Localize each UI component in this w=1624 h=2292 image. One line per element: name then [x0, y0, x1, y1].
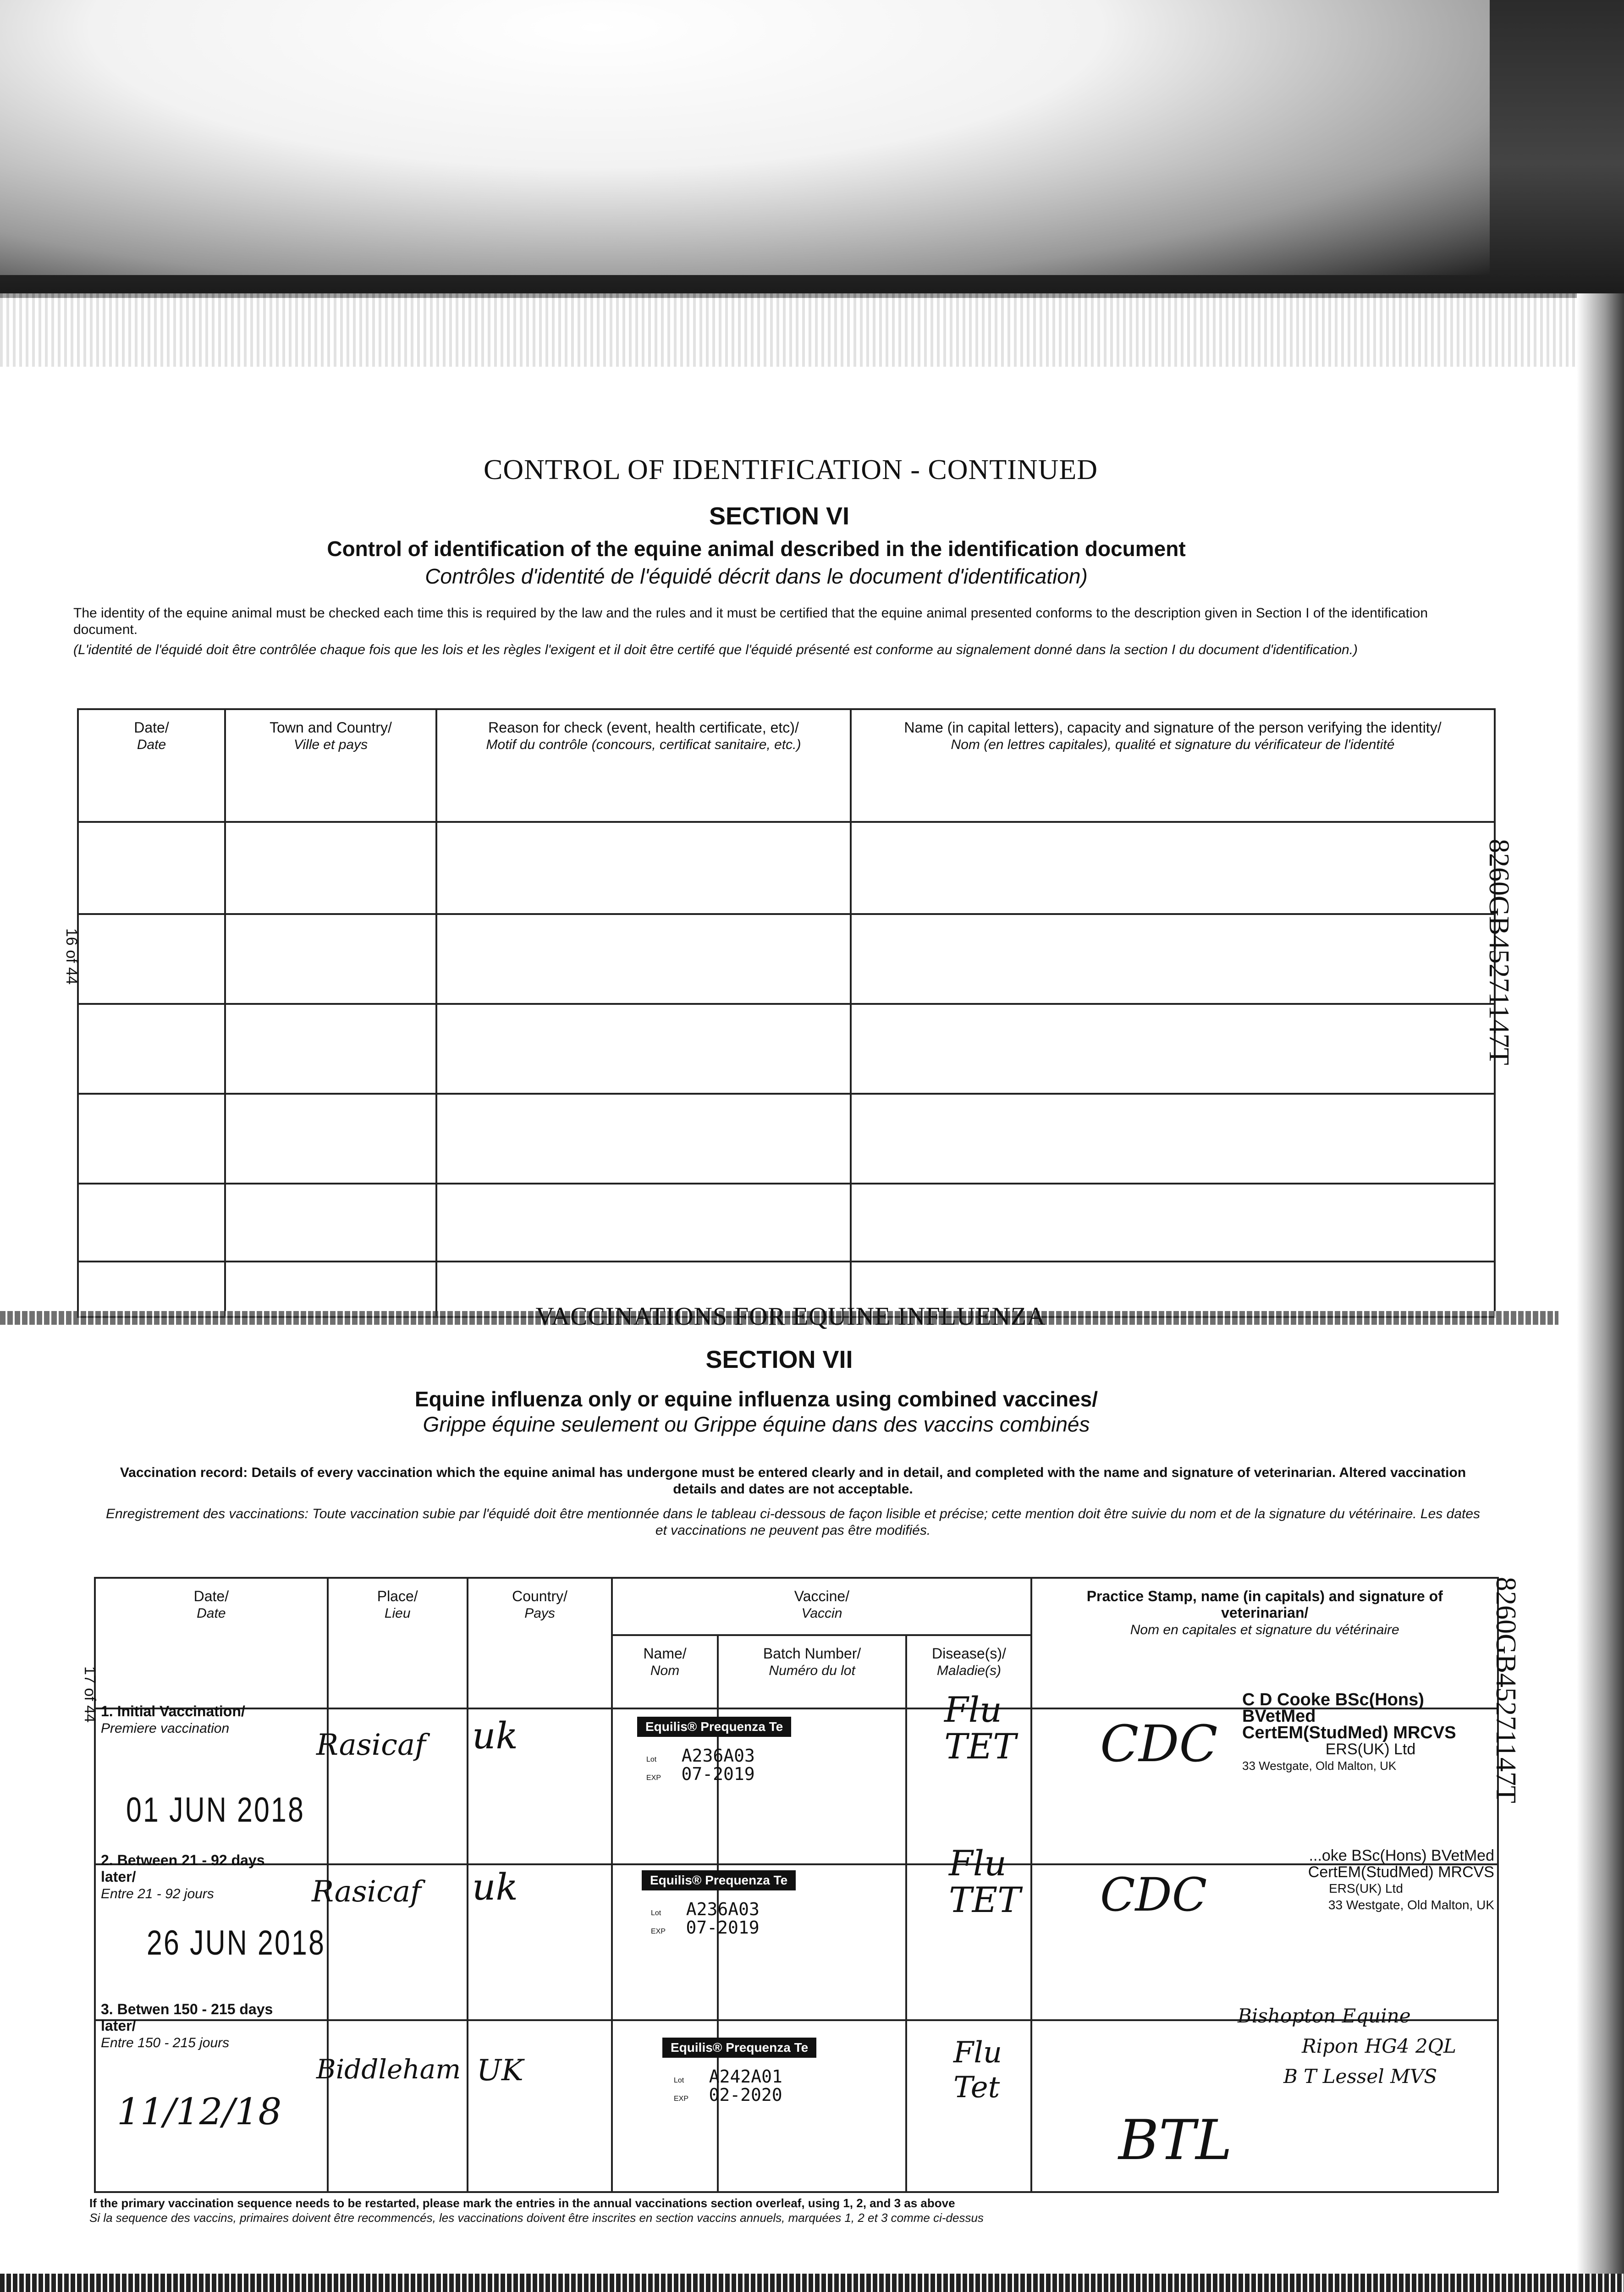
section-7-banner: VACCINATIONS FOR EQUINE INFLUENZA	[535, 1302, 1046, 1331]
identity-check-table	[77, 708, 1496, 1318]
row1-place: Rasicaf	[316, 1728, 426, 1762]
section-7-note-fr: Enregistrement des vaccinations: Toute vaccination subie par l'équidé doit être mentionnée dans le tableau ci-dessous de façon lisible et précise; cette mention doit être suivie du nom et de la signature du vétérinaire. Les dates et vaccinations ne peuvent pas être modifiés.	[105, 1506, 1481, 1538]
row1-label: 1. Initial Vaccination/ Premiere vaccination	[101, 1703, 245, 1736]
row3-place: Biddleham	[316, 2054, 461, 2085]
row2-diseases: Flu TET	[949, 1843, 1021, 1920]
row3-signature: BTL	[1118, 2109, 1232, 2172]
page-number-17: 17 of 44	[81, 1666, 99, 1723]
scan-previous-page	[0, 0, 1490, 275]
row2-vaccine-name: Equilis® Prequenza Te	[642, 1870, 796, 1890]
empty-cell[interactable]	[436, 1184, 851, 1262]
row1-date: 01 JUN 2018	[126, 1791, 305, 1829]
col-date: Date/ Date	[95, 1578, 328, 1708]
row3-country-cell[interactable]	[468, 2020, 612, 2192]
row3-country: UK	[477, 2054, 523, 2088]
empty-cell[interactable]	[78, 1094, 225, 1184]
empty-cell[interactable]	[78, 1184, 225, 1262]
col-date: Date/ Date	[78, 709, 225, 822]
passport-id-upper: 8260GB45271147T	[1483, 839, 1514, 1065]
section-6-banner: CONTROL OF IDENTIFICATION - CONTINUED	[483, 454, 1098, 485]
empty-cell[interactable]	[78, 1004, 225, 1094]
empty-cell[interactable]	[851, 1004, 1495, 1094]
row2-country: uk	[472, 1866, 518, 1908]
empty-cell[interactable]	[225, 1094, 436, 1184]
empty-cell[interactable]	[851, 822, 1495, 914]
row3-diseases: Flu Tet	[953, 2036, 1002, 2105]
page-edge-noise	[0, 293, 1624, 367]
row2-lot: A236A03	[686, 1899, 760, 1919]
section-6-note-en: The identity of the equine animal must be checked each time this is required by the law and the rules and it must be certified that the equine animal presented conforms to the description given in Section I of the identification document.	[73, 606, 1428, 637]
col-batch-number: Batch Number/ Numéro du lot	[718, 1635, 907, 1708]
row3-batch: Lot A242A01 EXP 02-2020	[674, 2066, 782, 2105]
col-diseases: Disease(s)/ Maladie(s)	[906, 1635, 1031, 1708]
empty-cell[interactable]	[225, 1004, 436, 1094]
col-vaccine-name: Name/ Nom	[612, 1635, 717, 1708]
row1-vaccine-label	[637, 1717, 791, 1737]
col-practice-stamp: Practice Stamp, name (in capitals) and signature of veterinarian/ Nom en capitales et signature du vétérinaire	[1031, 1578, 1498, 1708]
col-reason: Reason for check (event, health certificate, etc)/ Motif du contrôle (concours, certificat sanitaire, etc.)	[436, 709, 851, 822]
empty-cell[interactable]	[225, 914, 436, 1004]
col-country: Country/ Pays	[468, 1578, 612, 1708]
row1-country: uk	[472, 1714, 518, 1757]
section-6-title-en: Control of identification of the equine animal described in the identification document	[327, 537, 1186, 561]
row2-practice-stamp: ...oke BSc(Hons) BVetMed CertEM(StudMed) MRCVS ERS(UK) Ltd 33 Westgate, Old Malton, UK	[1308, 1847, 1494, 1912]
empty-cell[interactable]	[436, 822, 851, 914]
col-verifier: Name (in capital letters), capacity and signature of the person verifying the identity/ Nom (en lettres capitales), qualité et signature du vérificateur de l'identité	[851, 709, 1495, 822]
row2-place: Rasicaf	[312, 1875, 421, 1909]
col-vaccine: Vaccine/ Vaccin	[612, 1578, 1031, 1635]
scan-shadow-right	[1577, 293, 1624, 2292]
row2-exp: 07-2019	[686, 1917, 760, 1938]
row3-date: 11/12/18	[117, 2090, 282, 2133]
row1-exp: 07-2019	[681, 1764, 755, 1784]
row1-diseases: Flu TET	[944, 1689, 1016, 1767]
scan-bottom-edge	[0, 2274, 1624, 2292]
empty-cell[interactable]	[436, 1094, 851, 1184]
row3-practice-stamp: Bishopton Equine Ripon HG4 2QL B T Lessel MVS	[1238, 2005, 1456, 2088]
col-place: Place/ Lieu	[328, 1578, 468, 1708]
section-7-label: SECTION VII	[705, 1346, 853, 1373]
row1-batch: Lot A236A03 EXP 07-2019	[646, 1746, 755, 1784]
row3-lot: A242A01	[709, 2066, 782, 2087]
footer-note-en: If the primary vaccination sequence needs to be restarted, please mark the entries in the annual vaccinations section overleaf, using 1, 2, and 3 as above	[89, 2196, 955, 2210]
row3-label: 3. Betwen 150 - 215 days later/ Entre 150 - 215 jours	[101, 2001, 273, 2050]
passport-id-lower: 8260GB45271147T	[1490, 1577, 1521, 1803]
row2-batch: Lot A236A03 EXP 07-2019	[651, 1899, 760, 1938]
row3-vaccine-label	[662, 2038, 816, 2058]
empty-cell[interactable]	[436, 914, 851, 1004]
section-7-title-fr: Grippe équine seulement ou Grippe équine dans des vaccins combinés	[423, 1412, 1090, 1436]
empty-cell[interactable]	[225, 1184, 436, 1262]
row3-vaccine-name: Equilis® Prequenza Te	[662, 2038, 816, 2058]
empty-cell[interactable]	[851, 1094, 1495, 1184]
row2-label: 2. Between 21 - 92 days later/ Entre 21 - 92 jours	[101, 1852, 265, 1901]
row3-exp: 02-2020	[709, 2085, 782, 2105]
empty-cell[interactable]	[436, 1004, 851, 1094]
row2-vaccine-label	[642, 1870, 796, 1890]
empty-cell[interactable]	[225, 1262, 436, 1317]
empty-cell[interactable]	[78, 822, 225, 914]
row2-signature: CDC	[1100, 1868, 1207, 1922]
empty-cell[interactable]	[78, 914, 225, 1004]
row2-date: 26 JUN 2018	[147, 1923, 326, 1962]
section-6-title-fr: Contrôles d'identité de l'équidé décrit dans le document d'identification)	[425, 564, 1088, 588]
section-7-title-en: Equine influenza only or equine influenza using combined vaccines/	[414, 1387, 1098, 1411]
row1-lot: A236A03	[681, 1746, 755, 1766]
section-6-note-fr: (L'identité de l'équidé doit être contrôlée chaque fois que les lois et les règles l'exigent et il doit être certifé que l'équidé présenté est conforme au signalement donné dans la section I du document d'identification.)	[73, 642, 1358, 657]
empty-cell[interactable]	[851, 914, 1495, 1004]
row1-practice-stamp: C D Cooke BSc(Hons) BVetMed CertEM(StudMed) MRCVS ERS(UK) Ltd 33 Westgate, Old Malton, UK	[1242, 1690, 1456, 1773]
page-number-16: 16 of 44	[63, 928, 80, 985]
section-7-note-en: Vaccination record: Details of every vaccination which the equine animal has undergone must be entered clearly and in detail, and completed with the name and signature of veterinarian. Altered vaccination details and dates are not acceptable.	[120, 1465, 1466, 1497]
empty-cell[interactable]	[78, 1262, 225, 1317]
row1-signature: CDC	[1100, 1714, 1218, 1773]
row3-place-cell[interactable]	[328, 2020, 468, 2192]
empty-cell[interactable]	[851, 1184, 1495, 1262]
row1-vaccine-name: Equilis® Prequenza Te	[637, 1717, 791, 1737]
section-6-label: SECTION VI	[709, 502, 850, 530]
empty-cell[interactable]	[225, 822, 436, 914]
col-town-country: Town and Country/ Ville et pays	[225, 709, 436, 822]
footer-note-fr: Si la sequence des vaccins, primaires doivent être recommencés, les vaccinations doivent être inscrites en section vaccins annuels, marquées 1, 2 et 3 comme ci-dessus	[89, 2211, 984, 2225]
